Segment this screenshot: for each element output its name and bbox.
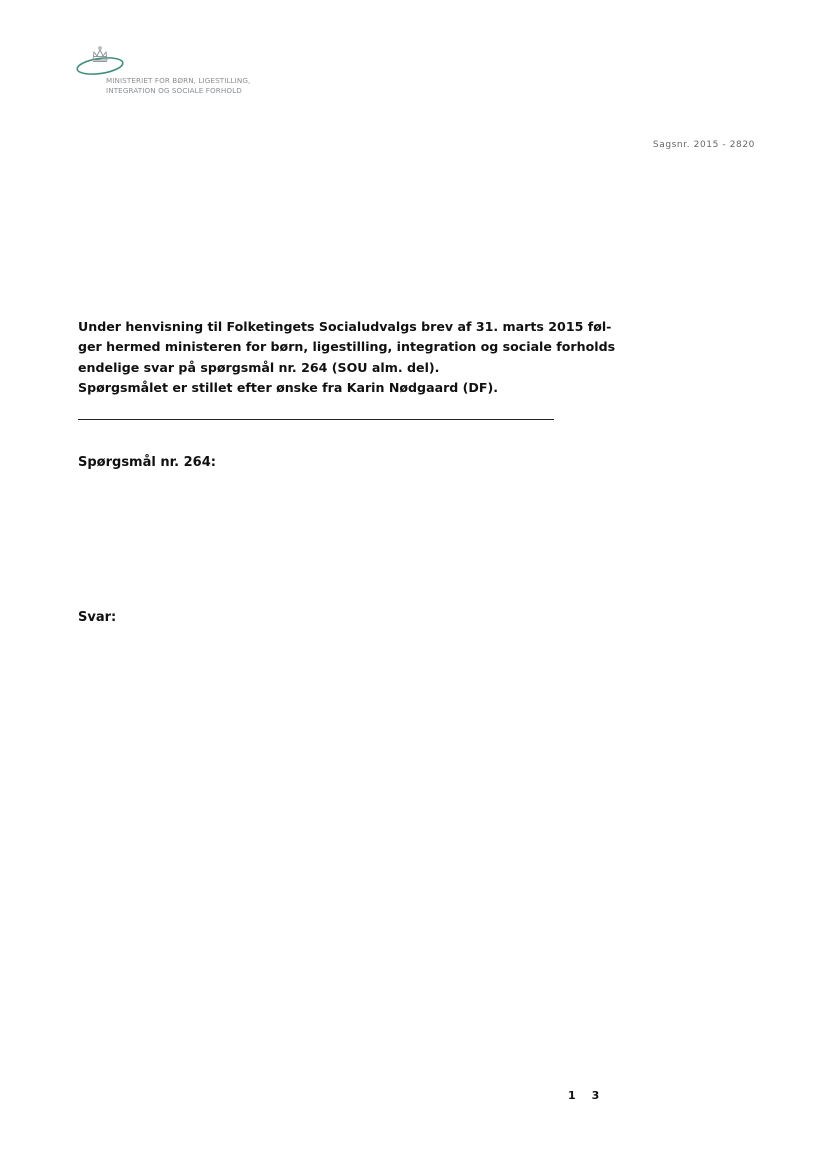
question-heading: Spørgsmål nr. 264: — [78, 455, 216, 470]
intro-line: endelige svar på spørgsmål nr. 264 (SOU alm. del). — [78, 359, 440, 375]
intro-paragraph — [78, 317, 618, 398]
case-number: Sagsnr. 2015 - 2820 — [652, 140, 755, 150]
total-pages: 3 — [591, 1089, 600, 1102]
intro-line: Spørgsmålet er stillet efter ønske fra Karin Nødgaard (DF). — [78, 379, 499, 395]
logo-text-line1: MINISTERIET FOR BØRN, LIGESTILLING, — [106, 76, 251, 85]
answer-heading: Svar: — [78, 610, 117, 625]
current-page: 1 — [568, 1089, 576, 1102]
ministry-logo — [74, 44, 294, 100]
intro-line: ger hermed ministeren for børn, ligestilling, integration og sociale forholds — [78, 339, 616, 355]
intro-line: Under henvisning til Folketingets Socialudvalgs brev af 31. marts 2015 føl- — [78, 319, 612, 334]
divider-line — [78, 419, 554, 420]
page-number — [568, 1089, 599, 1102]
logo-text-line2: INTEGRATION OG SOCIALE FORHOLD — [106, 86, 242, 95]
crown-emblem-icon — [74, 44, 134, 80]
